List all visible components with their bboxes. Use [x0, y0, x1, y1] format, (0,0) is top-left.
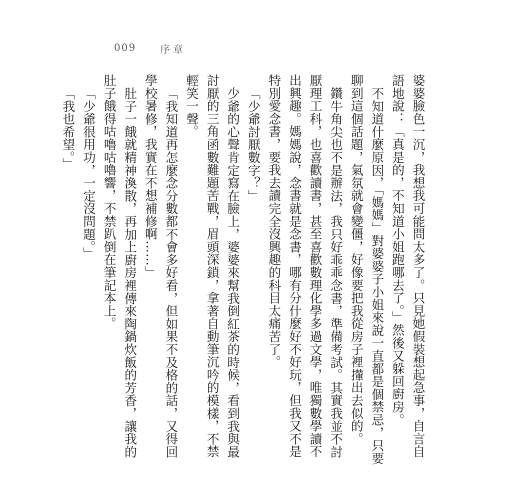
- paragraph: 「少爺很用功，一定沒問題。」: [81, 86, 97, 260]
- paragraph: 「我知道再怎麼念分數都不會多好看，但如果不及格的話，又得回學校暑修，我實在不想補修啊……」: [143, 74, 179, 458]
- page-number: 009: [114, 42, 137, 54]
- body-text: [60, 74, 428, 466]
- paragraph: 少爺的心聲肯定寫在臉上，婆婆來幫我倒紅茶的時候，看到我與最討厭的三角函數難題苦戰，眉頭深鎖，拿著自動筆沉吟的模樣，不禁輕笑一聲。: [184, 74, 241, 458]
- chapter-title: 序章: [160, 44, 187, 56]
- paragraph: 婆婆臉色一沉，我想我可能問太多了。只見她假裝想起急事，自言自語地說：「真是的，不知道小姐跑哪去了。」然後又躲回廚房。: [390, 74, 426, 458]
- paragraph: 鑽牛角尖也不是辦法，我只好乖乖念書，準備考試。其實我並不討厭理工科，也喜歡讀書，甚至喜歡數理化學多過文學，唯獨數學讀不出興趣。媽媽說，念書就是念書，哪有分什麼好不好玩，但我又不是特別愛念書，要我去讀完全沒興趣的科目太痛苦了。: [266, 74, 344, 458]
- running-head: [114, 41, 186, 55]
- paragraph: 肚子一餓就精神渙散，再加上廚房裡傳來陶鍋炊飯的芳香，讓我的肚子餓得咕嚕咕嚕響，不禁趴倒在筆記本上。: [102, 74, 138, 458]
- paragraph: 不知道什麼原因，「媽媽」對婆婆子小姐來說一直都是個禁忌，只要聊到這個話題，氣氛就會變僵，好像要把我從房子裡攆出去似的。: [349, 74, 385, 465]
- paragraph: 「我也希望。」: [60, 86, 76, 170]
- paragraph: 「少爺討厭數字？」: [246, 86, 262, 202]
